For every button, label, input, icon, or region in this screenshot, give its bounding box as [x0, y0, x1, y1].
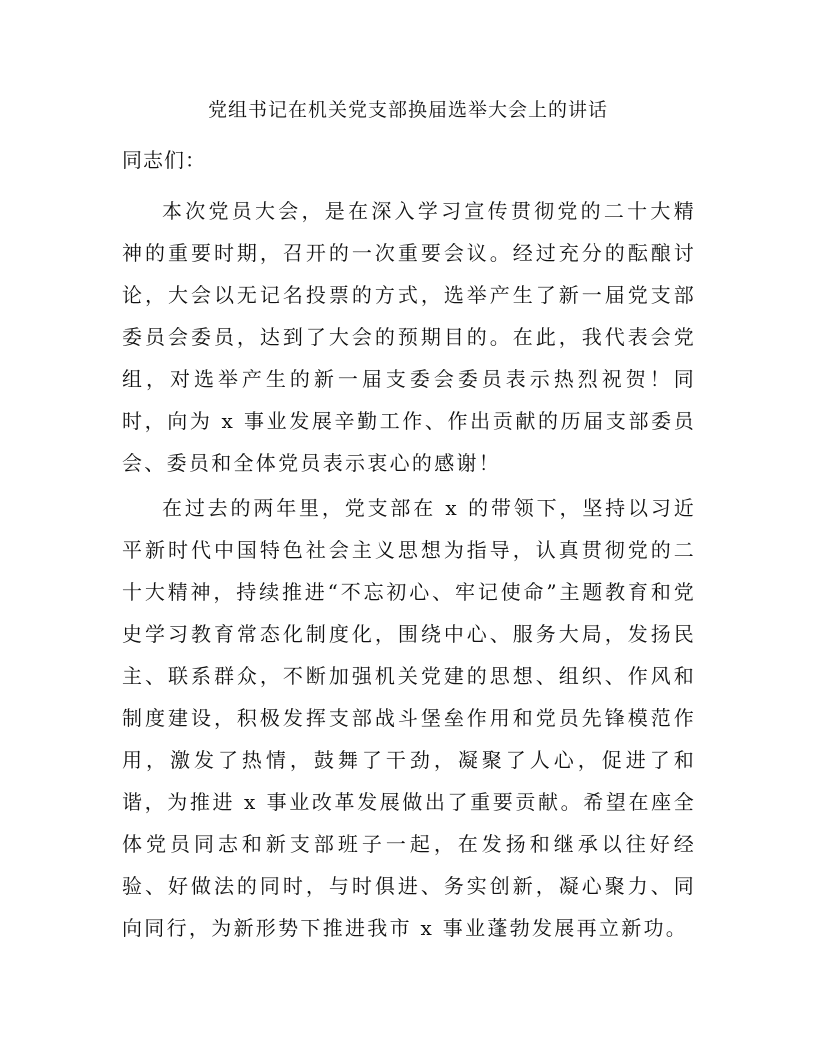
document-title: 党组书记在机关党支部换届选举大会上的讲话 — [207, 99, 608, 121]
salutation: 同志们： — [122, 148, 206, 172]
paragraph-1: 本次党员大会，是在深入学习宣传贯彻党的二十大精神的重要时期，召开的一次重要会议。经过充分的酝酿讨论，大会以无记名投票的方式，选举产生了新一届党支部委员会委员，达到了大会的预期目的。在此，我代表会党组，对选举产生的新一届支委会委员表示热烈祝贺！同时，向为 x 事业发展辛勤工作、作出贡献的历届支部委员会、委员和全体党员表示衷心的感谢！ — [122, 199, 696, 475]
paragraph-2: 在过去的两年里，党支部在 x 的带领下，坚持以习近平新时代中国特色社会主义思想为指导，认真贯彻党的二十大精神，持续推进“不忘初心、牢记使命”主题教育和党史学习教育常态化制度化，围绕中心、服务大局，发扬民主、联系群众，不断加强机关党建的思想、组织、作风和制度建设，积极发挥支部战斗堡垒作用和党员先锋模范作用，激发了热情，鼓舞了干劲，凝聚了人心，促进了和谐，为推进 x 事业改革发展做出了重要贡献。希望在座全体党员同志和新支部班子一起，在发扬和继承以往好经验、好做法的同时，与时俱进、务实创新，凝心聚力、同向同行，为新形势下推进我市 x 事业蓬勃发展再立新功。 — [122, 496, 696, 940]
